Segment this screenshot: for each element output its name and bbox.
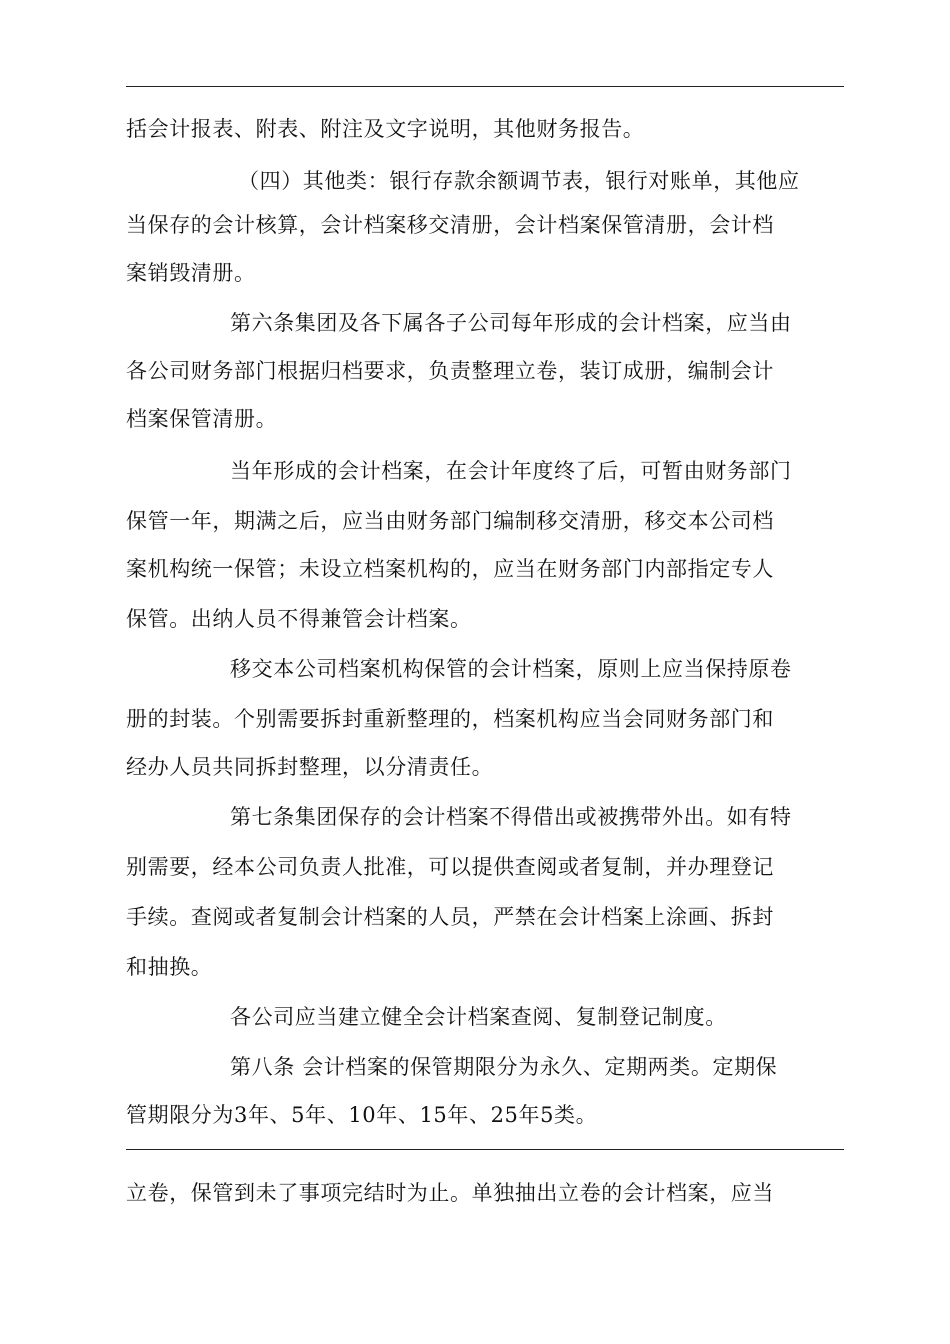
text-line: 当保存的会计核算，会计档案移交清册，会计档案保管清册，会计档 (126, 213, 774, 237)
text-line: 管期限分为3年、5年、10年、15年、25年5类。 (126, 1103, 598, 1127)
text-line: 档案保管清册。 (126, 407, 278, 431)
text-line: 册的封装。个别需要拆封重新整理的，档案机构应当会同财务部门和 (126, 707, 774, 731)
text-line: 别需要，经本公司负责人批准，可以提供查阅或者复制，并办理登记 (126, 855, 774, 879)
text-line: 案销毁清册。 (126, 261, 256, 285)
text-line: 第八条 会计档案的保管期限分为永久、定期两类。定期保 (230, 1055, 778, 1079)
text-line: （四）其他类：银行存款余额调节表，银行对账单，其他应 (238, 169, 800, 193)
text-line: 保管一年，期满之后，应当由财务部门编制移交清册，移交本公司档 (126, 509, 774, 533)
text-line: 各公司应当建立健全会计档案查阅、复制登记制度。 (230, 1005, 727, 1029)
text-line: 括会计报表、附表、附注及文字说明，其他财务报告。 (126, 117, 645, 141)
text-line: 第七条集团保存的会计档案不得借出或被携带外出。如有特 (230, 805, 792, 829)
text-line: 和抽换。 (126, 955, 213, 979)
text-line: 移交本公司档案机构保管的会计档案，原则上应当保持原卷 (230, 657, 792, 681)
bottom-rule (126, 1149, 844, 1150)
text-line: 保管。出纳人员不得兼管会计档案。 (126, 607, 472, 631)
text-line: 各公司财务部门根据归档要求，负责整理立卷，装订成册，编制会计 (126, 359, 774, 383)
text-line: 经办人员共同拆封整理，以分清责任。 (126, 755, 494, 779)
text-line: 案机构统一保管；未设立档案机构的，应当在财务部门内部指定专人 (126, 557, 774, 581)
top-rule (126, 86, 844, 87)
text-line: 当年形成的会计档案，在会计年度终了后，可暂由财务部门 (230, 459, 792, 483)
next-page-text-line: 立卷，保管到未了事项完结时为止。单独抽出立卷的会计档案，应当 (126, 1181, 774, 1205)
text-line: 第六条集团及各下属各子公司每年形成的会计档案，应当由 (230, 311, 792, 335)
text-line: 手续。查阅或者复制会计档案的人员，严禁在会计档案上涂画、拆封 (126, 905, 774, 929)
